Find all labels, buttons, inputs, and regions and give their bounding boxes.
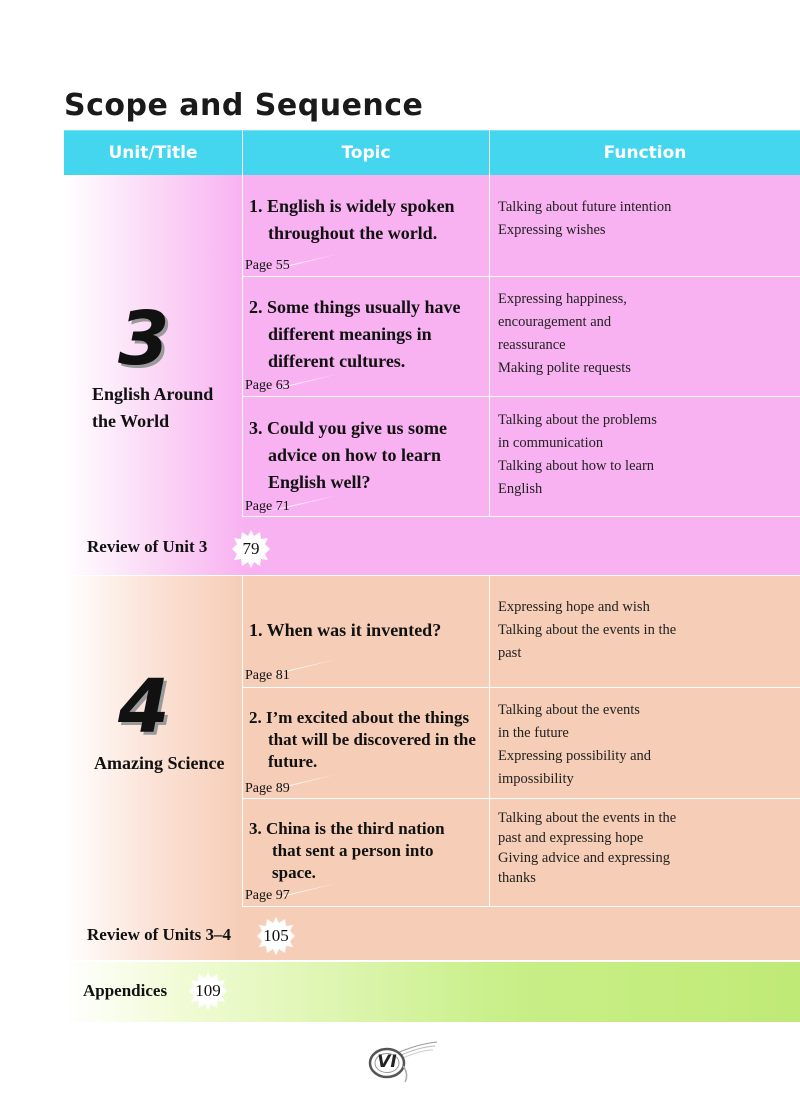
page-number-badge: VI [365,1040,437,1088]
unit-3-topic-3-page: Page 71 [245,499,290,514]
unit-3-topic-2: 2. Some things usually have different meanings in different cultures. [249,297,461,371]
unit-4-topic-2-functions: Talking about the events in the future Expressing possibility and impossibility [498,702,652,787]
header-topic: Topic [341,143,391,163]
unit-3-topic-1: 1. English is widely spoken throughout the world. [249,196,455,243]
table-header [64,130,800,175]
unit-4-number: 4 [118,664,170,750]
unit-3-topic-1-functions: Talking about future intention Expressing wishes [498,199,672,238]
unit-4-topic-2-page: Page 89 [245,781,290,796]
unit-3-topic-1-page: Page 55 [245,258,290,273]
header-unit-title: Unit/Title [108,143,198,163]
unit-4-topic-3-functions: Talking about the events in the past and expressing hope Giving advice and expressing thanks [498,810,677,886]
unit-3-number: 3 [118,296,170,382]
review-unit-3-label: Review of Unit 3 [87,537,208,556]
unit-4-topic-1-functions: Expressing hope and wish Talking about the events in the past [498,599,677,661]
appendices-section [64,962,800,1022]
unit-4-topic-2: 2. I’m excited about the things that will be discovered in the future. [249,708,476,771]
unit-4-title: Amazing Science [94,753,225,773]
unit-4-topic-1-page: Page 81 [245,668,290,683]
header-function: Function [603,143,687,163]
unit-4-topic-3-page: Page 97 [245,888,290,903]
unit-4-topic-3: 3. China is the third nation that sent a person into space. [249,819,445,882]
review-unit-3-page-badge: 79 [231,529,271,569]
unit-3-title: English Around the World [92,384,214,431]
appendices-page-badge: 109 [188,971,228,1011]
unit-3-topic-2-functions: Expressing happiness, encouragement and reassurance Making polite requests [498,291,631,376]
unit-3-topic-2-page: Page 63 [245,378,290,393]
unit-3-topic-3-functions: Talking about the problems in communication Talking about how to learn English [498,412,657,497]
unit-4-topic-1: 1. When was it invented? [249,620,442,640]
unit-3-topic-3: 3. Could you give us some advice on how to learn English well? [249,418,448,492]
appendices-label: Appendices [83,981,168,1000]
page-title: Scope and Sequence [64,88,424,123]
review-units-3-4-label: Review of Units 3–4 [87,925,232,944]
review-units-3-4-page-badge: 105 [256,916,296,956]
